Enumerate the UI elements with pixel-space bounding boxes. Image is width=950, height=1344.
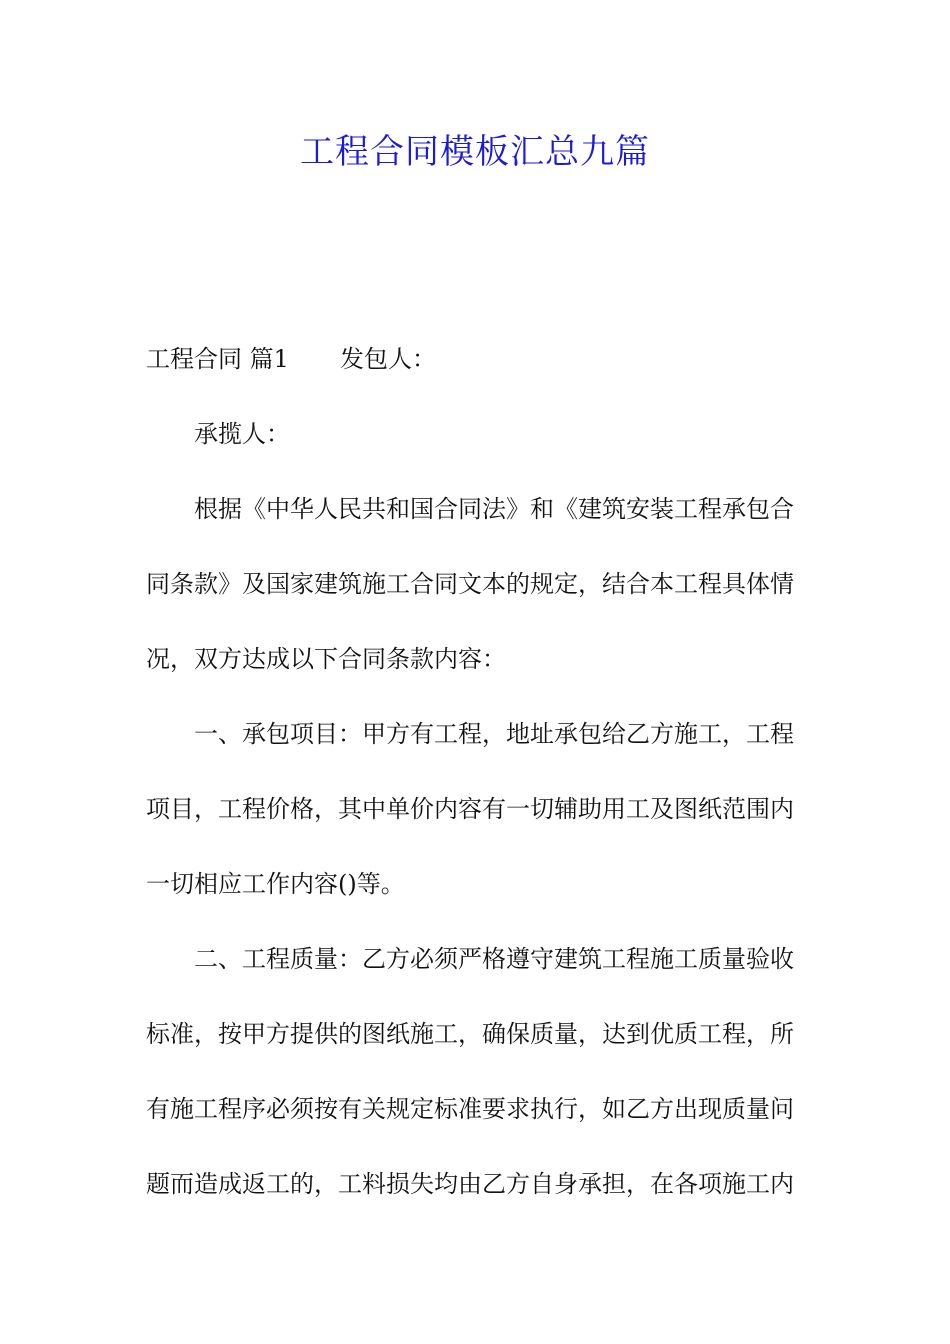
body-line-9: 有施工程序必须按有关规定标准要求执行，如乙方出现质量问: [146, 1095, 794, 1123]
section-heading-line: [146, 337, 806, 382]
body-line-1: 根据《中华人民共和国合同法》和《建筑安装工程承包合: [194, 495, 794, 523]
body-line-2: 同条款》及国家建筑施工合同文本的规定，结合本工程具体情: [146, 570, 794, 598]
document-body: [146, 337, 806, 1237]
body-line-4: 一、承包项目：甲方有工程，地址承包给乙方施工，工程: [194, 720, 794, 748]
body-line-3: 况，双方达成以下合同条款内容：: [146, 645, 506, 673]
body-line-5: 项目，工程价格，其中单价内容有一切辅助用工及图纸范围内: [146, 795, 794, 823]
body-line-10: 题而造成返工的，工料损失均由乙方自身承担，在各项施工内: [146, 1170, 794, 1198]
contractor-label: 承揽人：: [194, 420, 290, 448]
body-line-8: 标准，按甲方提供的图纸施工，确保质量，达到优质工程，所: [146, 1020, 794, 1048]
employer-label: 发包人：: [340, 345, 436, 373]
section-heading: 工程合同 篇1: [146, 345, 289, 373]
document-title: 工程合同模板汇总九篇: [300, 132, 650, 172]
body-line-6: 一切相应工作内容()等。: [146, 870, 405, 898]
body-line-7: 二、工程质量：乙方必须严格遵守建筑工程施工质量验收: [194, 945, 794, 973]
